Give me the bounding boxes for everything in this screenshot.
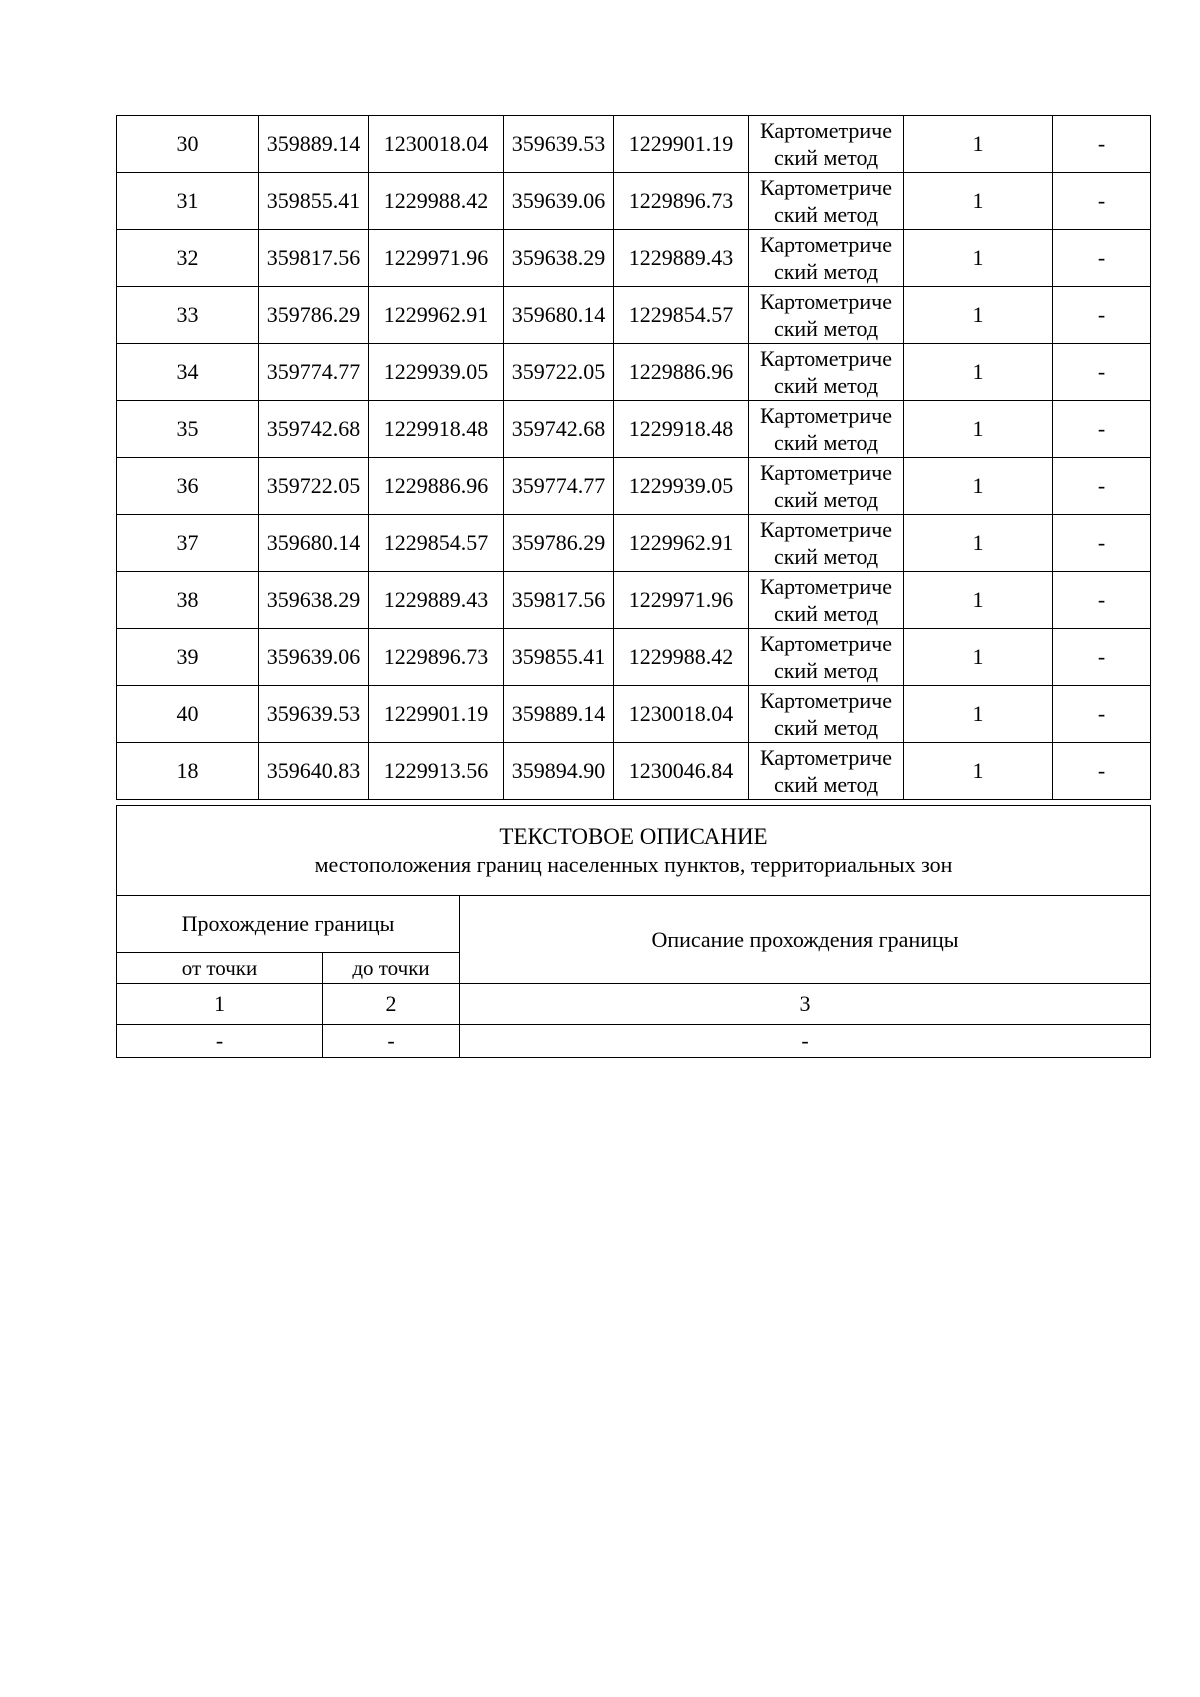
to-point-value: -	[323, 1025, 460, 1058]
x1-cell: 359817.56	[259, 230, 369, 287]
point-number-cell: 31	[117, 173, 259, 230]
point-number-cell: 35	[117, 401, 259, 458]
point-number-cell: 34	[117, 344, 259, 401]
description-data-row	[117, 1025, 1151, 1058]
accuracy-cell: 1	[904, 173, 1053, 230]
method-cell: Картометриче ский метод	[749, 116, 904, 173]
column-number-1: 1	[117, 984, 323, 1025]
accuracy-cell: 1	[904, 287, 1053, 344]
y1-cell: 1229886.96	[369, 458, 504, 515]
accuracy-cell: 1	[904, 116, 1053, 173]
method-cell: Картометриче ский метод	[749, 173, 904, 230]
y2-cell: 1229918.48	[614, 401, 749, 458]
y2-cell: 1229854.57	[614, 287, 749, 344]
column-numbers-row	[117, 984, 1151, 1025]
table-row	[117, 287, 1151, 344]
description-title: ТЕКСТОВОЕ ОПИСАНИЕ	[499, 823, 768, 849]
method-cell: Картометриче ский метод	[749, 287, 904, 344]
note-cell: -	[1053, 287, 1151, 344]
x1-cell: 359722.05	[259, 458, 369, 515]
description-subtitle: местоположения границ населенных пунктов, территориальных зон	[314, 851, 953, 877]
y1-cell: 1229901.19	[369, 686, 504, 743]
x1-cell: 359889.14	[259, 116, 369, 173]
x1-cell: 359774.77	[259, 344, 369, 401]
x2-cell: 359639.53	[504, 116, 614, 173]
point-number-cell: 33	[117, 287, 259, 344]
from-point-value: -	[117, 1025, 323, 1058]
note-cell: -	[1053, 344, 1151, 401]
table-row	[117, 116, 1151, 173]
table-row	[117, 458, 1151, 515]
point-number-cell: 36	[117, 458, 259, 515]
method-cell: Картометриче ский метод	[749, 401, 904, 458]
y2-cell: 1229971.96	[614, 572, 749, 629]
table-row	[117, 401, 1151, 458]
point-number-cell: 30	[117, 116, 259, 173]
x2-cell: 359774.77	[504, 458, 614, 515]
accuracy-cell: 1	[904, 572, 1053, 629]
y1-cell: 1229896.73	[369, 629, 504, 686]
y2-cell: 1229889.43	[614, 230, 749, 287]
table-row	[117, 173, 1151, 230]
point-number-cell: 40	[117, 686, 259, 743]
y1-cell: 1229889.43	[369, 572, 504, 629]
y2-cell: 1229901.19	[614, 116, 749, 173]
x1-cell: 359855.41	[259, 173, 369, 230]
column-number-3: 3	[460, 984, 1151, 1025]
x1-cell: 359786.29	[259, 287, 369, 344]
y1-cell: 1229913.56	[369, 743, 504, 800]
x1-cell: 359638.29	[259, 572, 369, 629]
to-point-header: до точки	[323, 953, 460, 984]
description-title-row	[117, 806, 1151, 896]
y2-cell: 1230018.04	[614, 686, 749, 743]
y1-cell: 1229854.57	[369, 515, 504, 572]
coordinates-table-body	[117, 116, 1151, 800]
note-cell: -	[1053, 173, 1151, 230]
method-cell: Картометриче ский метод	[749, 515, 904, 572]
y1-cell: 1229962.91	[369, 287, 504, 344]
point-number-cell: 18	[117, 743, 259, 800]
method-cell: Картометриче ский метод	[749, 230, 904, 287]
method-cell: Картометриче ский метод	[749, 686, 904, 743]
note-cell: -	[1053, 458, 1151, 515]
point-number-cell: 37	[117, 515, 259, 572]
table-row	[117, 629, 1151, 686]
x2-cell: 359722.05	[504, 344, 614, 401]
y2-cell: 1230046.84	[614, 743, 749, 800]
table-row	[117, 344, 1151, 401]
description-value: -	[460, 1025, 1151, 1058]
y1-cell: 1229918.48	[369, 401, 504, 458]
method-cell: Картометриче ский метод	[749, 743, 904, 800]
table-row	[117, 686, 1151, 743]
x2-cell: 359680.14	[504, 287, 614, 344]
accuracy-cell: 1	[904, 515, 1053, 572]
y1-cell: 1229939.05	[369, 344, 504, 401]
x2-cell: 359786.29	[504, 515, 614, 572]
method-cell: Картометриче ский метод	[749, 572, 904, 629]
note-cell: -	[1053, 572, 1151, 629]
point-number-cell: 32	[117, 230, 259, 287]
coordinates-table	[116, 115, 1151, 800]
accuracy-cell: 1	[904, 458, 1053, 515]
x2-cell: 359894.90	[504, 743, 614, 800]
x2-cell: 359639.06	[504, 173, 614, 230]
y2-cell: 1229962.91	[614, 515, 749, 572]
from-point-header: от точки	[117, 953, 323, 984]
accuracy-cell: 1	[904, 230, 1053, 287]
y2-cell: 1229939.05	[614, 458, 749, 515]
y1-cell: 1230018.04	[369, 116, 504, 173]
note-cell: -	[1053, 401, 1151, 458]
x2-cell: 359817.56	[504, 572, 614, 629]
method-cell: Картометриче ский метод	[749, 629, 904, 686]
note-cell: -	[1053, 230, 1151, 287]
accuracy-cell: 1	[904, 629, 1053, 686]
description-header-row	[117, 896, 1151, 953]
x1-cell: 359640.83	[259, 743, 369, 800]
table-row	[117, 572, 1151, 629]
accuracy-cell: 1	[904, 686, 1053, 743]
note-cell: -	[1053, 686, 1151, 743]
column-number-2: 2	[323, 984, 460, 1025]
x2-cell: 359742.68	[504, 401, 614, 458]
table-row	[117, 743, 1151, 800]
x1-cell: 359680.14	[259, 515, 369, 572]
x1-cell: 359639.53	[259, 686, 369, 743]
passage-header: Прохождение границы	[117, 896, 460, 953]
y2-cell: 1229896.73	[614, 173, 749, 230]
point-number-cell: 38	[117, 572, 259, 629]
table-row	[117, 515, 1151, 572]
x2-cell: 359889.14	[504, 686, 614, 743]
x1-cell: 359742.68	[259, 401, 369, 458]
note-cell: -	[1053, 743, 1151, 800]
method-cell: Картометриче ский метод	[749, 344, 904, 401]
note-cell: -	[1053, 515, 1151, 572]
accuracy-cell: 1	[904, 743, 1053, 800]
point-number-cell: 39	[117, 629, 259, 686]
y1-cell: 1229988.42	[369, 173, 504, 230]
accuracy-cell: 1	[904, 401, 1053, 458]
note-cell: -	[1053, 116, 1151, 173]
y1-cell: 1229971.96	[369, 230, 504, 287]
boundary-description-table	[116, 805, 1151, 1058]
y2-cell: 1229988.42	[614, 629, 749, 686]
note-cell: -	[1053, 629, 1151, 686]
y2-cell: 1229886.96	[614, 344, 749, 401]
description-title-cell	[117, 806, 1151, 896]
method-cell: Картометриче ский метод	[749, 458, 904, 515]
accuracy-cell: 1	[904, 344, 1053, 401]
table-row	[117, 230, 1151, 287]
description-header: Описание прохождения границы	[460, 896, 1151, 984]
x2-cell: 359855.41	[504, 629, 614, 686]
x2-cell: 359638.29	[504, 230, 614, 287]
x1-cell: 359639.06	[259, 629, 369, 686]
